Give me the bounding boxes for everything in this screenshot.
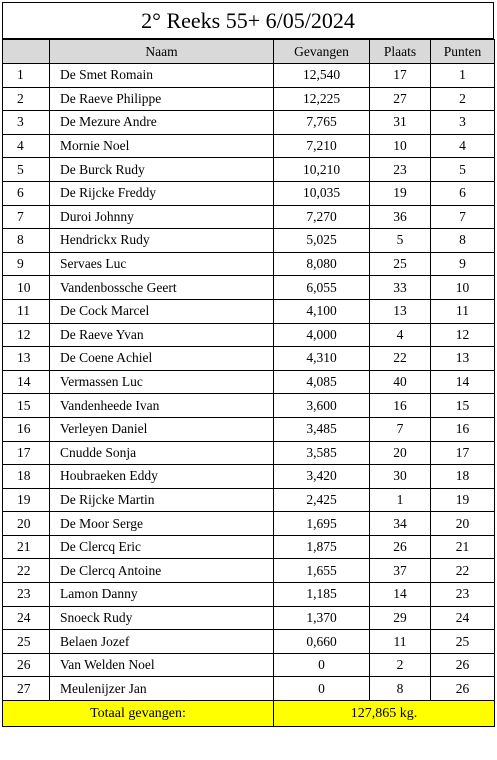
total-row — [3, 701, 495, 727]
table-row — [3, 417, 495, 441]
row-naam: De Raeve Philippe — [50, 87, 274, 111]
table-row — [3, 677, 495, 701]
row-number: 26 — [3, 653, 50, 677]
row-number: 8 — [3, 229, 50, 253]
table-row — [3, 465, 495, 489]
row-plaats: 22 — [370, 347, 431, 371]
row-plaats: 40 — [370, 370, 431, 394]
row-gevangen: 10,210 — [274, 158, 370, 182]
row-plaats: 29 — [370, 606, 431, 630]
row-plaats: 17 — [370, 64, 431, 88]
row-plaats: 19 — [370, 181, 431, 205]
row-gevangen: 5,025 — [274, 229, 370, 253]
row-naam: De Rijcke Martin — [50, 488, 274, 512]
header-plaats: Plaats — [370, 40, 431, 64]
row-plaats: 16 — [370, 394, 431, 418]
table-row — [3, 441, 495, 465]
row-punten: 17 — [431, 441, 495, 465]
row-number: 20 — [3, 512, 50, 536]
row-gevangen: 1,370 — [274, 606, 370, 630]
row-number: 4 — [3, 134, 50, 158]
header-nr — [3, 40, 50, 64]
table-row — [3, 653, 495, 677]
row-gevangen: 8,080 — [274, 252, 370, 276]
row-plaats: 4 — [370, 323, 431, 347]
row-naam: Verleyen Daniel — [50, 417, 274, 441]
row-plaats: 36 — [370, 205, 431, 229]
table-body — [3, 64, 495, 701]
table-row — [3, 559, 495, 583]
row-punten: 21 — [431, 535, 495, 559]
row-punten: 20 — [431, 512, 495, 536]
table-header-row — [3, 40, 495, 64]
row-naam: De Mezure Andre — [50, 111, 274, 135]
row-plaats: 31 — [370, 111, 431, 135]
row-naam: De Burck Rudy — [50, 158, 274, 182]
row-punten: 4 — [431, 134, 495, 158]
row-gevangen: 0 — [274, 653, 370, 677]
total-label: Totaal gevangen: — [3, 701, 274, 727]
row-naam: De Smet Romain — [50, 64, 274, 88]
table-row — [3, 630, 495, 654]
row-gevangen: 10,035 — [274, 181, 370, 205]
table-row — [3, 535, 495, 559]
row-number: 27 — [3, 677, 50, 701]
row-number: 7 — [3, 205, 50, 229]
row-gevangen: 3,600 — [274, 394, 370, 418]
row-naam: Snoeck Rudy — [50, 606, 274, 630]
row-gevangen: 0,660 — [274, 630, 370, 654]
row-plaats: 2 — [370, 653, 431, 677]
row-plaats: 13 — [370, 299, 431, 323]
row-naam: Lamon Danny — [50, 583, 274, 607]
row-gevangen: 3,420 — [274, 465, 370, 489]
row-number: 10 — [3, 276, 50, 300]
row-gevangen: 12,225 — [274, 87, 370, 111]
row-plaats: 33 — [370, 276, 431, 300]
results-table — [2, 39, 495, 727]
row-punten: 26 — [431, 653, 495, 677]
row-gevangen: 4,085 — [274, 370, 370, 394]
table-row — [3, 299, 495, 323]
row-naam: Mornie Noel — [50, 134, 274, 158]
table-row — [3, 158, 495, 182]
row-naam: De Moor Serge — [50, 512, 274, 536]
table-row — [3, 229, 495, 253]
row-punten: 24 — [431, 606, 495, 630]
table-row — [3, 181, 495, 205]
row-punten: 2 — [431, 87, 495, 111]
row-plaats: 34 — [370, 512, 431, 536]
row-naam: De Coene Achiel — [50, 347, 274, 371]
row-naam: Cnudde Sonja — [50, 441, 274, 465]
row-punten: 19 — [431, 488, 495, 512]
row-number: 11 — [3, 299, 50, 323]
row-naam: Vandenbossche Geert — [50, 276, 274, 300]
row-number: 22 — [3, 559, 50, 583]
table-row — [3, 394, 495, 418]
table-row — [3, 583, 495, 607]
table-row — [3, 347, 495, 371]
row-punten: 8 — [431, 229, 495, 253]
table-row — [3, 488, 495, 512]
row-number: 17 — [3, 441, 50, 465]
row-plaats: 23 — [370, 158, 431, 182]
row-gevangen: 1,655 — [274, 559, 370, 583]
row-punten: 18 — [431, 465, 495, 489]
row-plaats: 30 — [370, 465, 431, 489]
row-number: 15 — [3, 394, 50, 418]
row-punten: 7 — [431, 205, 495, 229]
row-punten: 12 — [431, 323, 495, 347]
row-naam: Belaen Jozef — [50, 630, 274, 654]
page-title: 2° Reeks 55+ 6/05/2024 — [2, 2, 494, 39]
row-gevangen: 0 — [274, 677, 370, 701]
row-punten: 22 — [431, 559, 495, 583]
row-naam: Houbraeken Eddy — [50, 465, 274, 489]
row-number: 21 — [3, 535, 50, 559]
row-naam: Duroi Johnny — [50, 205, 274, 229]
row-gevangen: 7,270 — [274, 205, 370, 229]
row-punten: 26 — [431, 677, 495, 701]
row-plaats: 8 — [370, 677, 431, 701]
row-naam: Meulenijzer Jan — [50, 677, 274, 701]
row-punten: 5 — [431, 158, 495, 182]
row-naam: De Clercq Eric — [50, 535, 274, 559]
table-row — [3, 276, 495, 300]
row-gevangen: 3,485 — [274, 417, 370, 441]
row-plaats: 7 — [370, 417, 431, 441]
row-number: 5 — [3, 158, 50, 182]
row-punten: 15 — [431, 394, 495, 418]
row-plaats: 1 — [370, 488, 431, 512]
row-number: 19 — [3, 488, 50, 512]
row-gevangen: 7,210 — [274, 134, 370, 158]
row-gevangen: 4,000 — [274, 323, 370, 347]
row-number: 13 — [3, 347, 50, 371]
row-number: 9 — [3, 252, 50, 276]
table-row — [3, 606, 495, 630]
row-punten: 10 — [431, 276, 495, 300]
row-gevangen: 1,185 — [274, 583, 370, 607]
row-punten: 14 — [431, 370, 495, 394]
row-naam: Hendrickx Rudy — [50, 229, 274, 253]
row-punten: 13 — [431, 347, 495, 371]
row-plaats: 37 — [370, 559, 431, 583]
row-naam: De Clercq Antoine — [50, 559, 274, 583]
row-gevangen: 2,425 — [274, 488, 370, 512]
row-punten: 16 — [431, 417, 495, 441]
table-row — [3, 205, 495, 229]
row-punten: 9 — [431, 252, 495, 276]
row-plaats: 27 — [370, 87, 431, 111]
row-punten: 25 — [431, 630, 495, 654]
header-naam: Naam — [50, 40, 274, 64]
header-gevangen: Gevangen — [274, 40, 370, 64]
row-naam: De Raeve Yvan — [50, 323, 274, 347]
row-number: 3 — [3, 111, 50, 135]
row-plaats: 26 — [370, 535, 431, 559]
row-number: 12 — [3, 323, 50, 347]
row-number: 6 — [3, 181, 50, 205]
table-row — [3, 64, 495, 88]
row-plaats: 25 — [370, 252, 431, 276]
row-gevangen: 4,310 — [274, 347, 370, 371]
row-plaats: 5 — [370, 229, 431, 253]
row-naam: Vermassen Luc — [50, 370, 274, 394]
row-gevangen: 1,695 — [274, 512, 370, 536]
table-row — [3, 111, 495, 135]
row-gevangen: 3,585 — [274, 441, 370, 465]
row-number: 25 — [3, 630, 50, 654]
row-gevangen: 1,875 — [274, 535, 370, 559]
row-punten: 11 — [431, 299, 495, 323]
total-value: 127,865 kg. — [274, 701, 495, 727]
row-gevangen: 6,055 — [274, 276, 370, 300]
header-punten: Punten — [431, 40, 495, 64]
row-number: 14 — [3, 370, 50, 394]
row-number: 2 — [3, 87, 50, 111]
table-row — [3, 323, 495, 347]
table-row — [3, 370, 495, 394]
row-naam: Servaes Luc — [50, 252, 274, 276]
table-row — [3, 252, 495, 276]
row-naam: De Cock Marcel — [50, 299, 274, 323]
row-gevangen: 4,100 — [274, 299, 370, 323]
row-plaats: 14 — [370, 583, 431, 607]
table-row — [3, 134, 495, 158]
row-punten: 3 — [431, 111, 495, 135]
row-number: 1 — [3, 64, 50, 88]
table-row — [3, 87, 495, 111]
row-punten: 1 — [431, 64, 495, 88]
row-number: 18 — [3, 465, 50, 489]
row-punten: 23 — [431, 583, 495, 607]
row-plaats: 10 — [370, 134, 431, 158]
row-number: 23 — [3, 583, 50, 607]
row-naam: Van Welden Noel — [50, 653, 274, 677]
row-naam: Vandenheede Ivan — [50, 394, 274, 418]
row-punten: 6 — [431, 181, 495, 205]
row-naam: De Rijcke Freddy — [50, 181, 274, 205]
row-gevangen: 7,765 — [274, 111, 370, 135]
row-number: 24 — [3, 606, 50, 630]
row-number: 16 — [3, 417, 50, 441]
row-gevangen: 12,540 — [274, 64, 370, 88]
results-sheet — [2, 2, 494, 727]
row-plaats: 20 — [370, 441, 431, 465]
table-row — [3, 512, 495, 536]
row-plaats: 11 — [370, 630, 431, 654]
